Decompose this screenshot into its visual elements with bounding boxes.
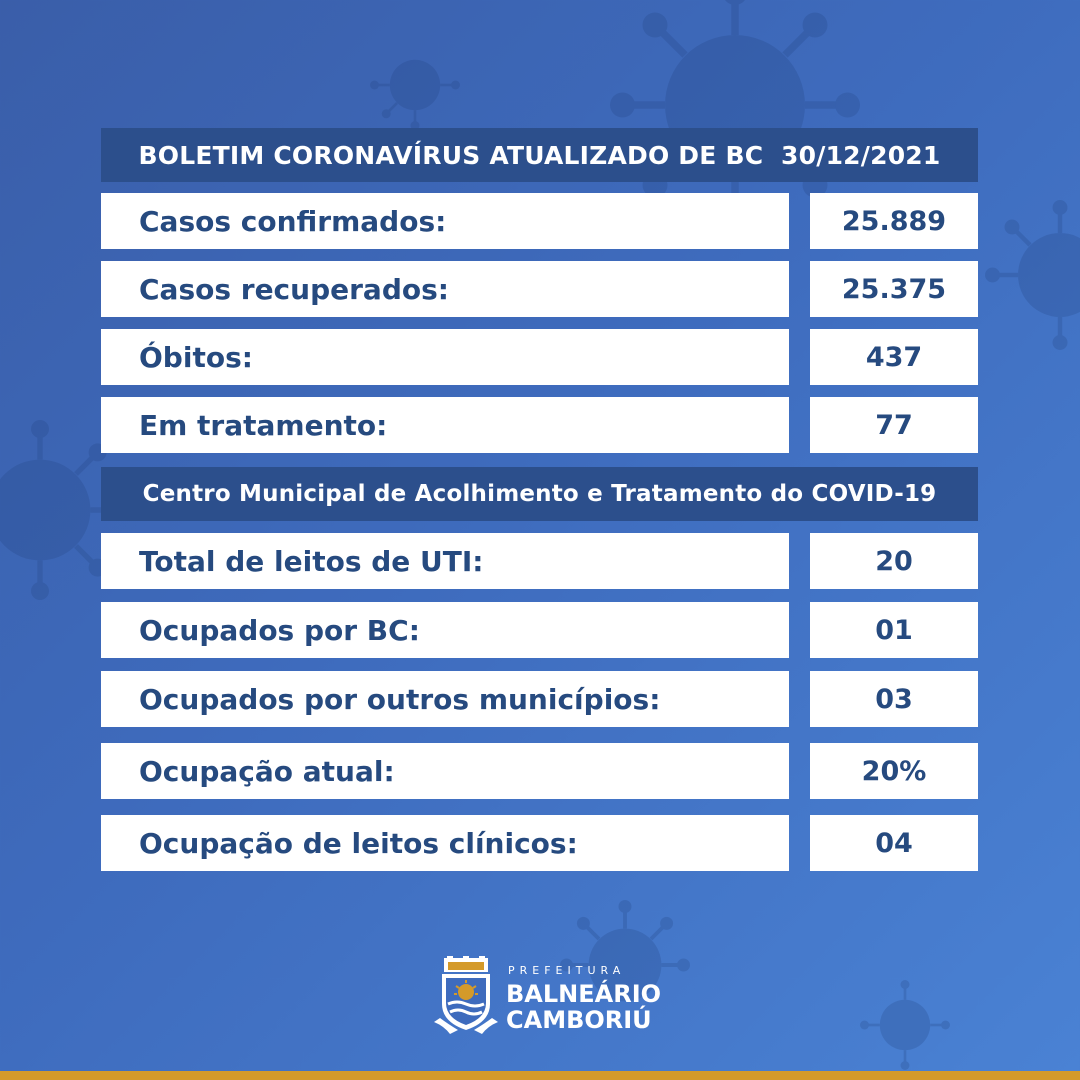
bulletin-title: [101, 128, 978, 182]
row-value: 03: [810, 671, 978, 727]
table-row: [101, 193, 978, 249]
row-label: Em tratamento:: [101, 397, 789, 453]
row-label: Casos confirmados:: [101, 193, 789, 249]
row-value: 437: [810, 329, 978, 385]
row-value: 25.375: [810, 261, 978, 317]
virus-icon: [860, 980, 950, 1070]
center-title: [101, 467, 978, 521]
virus-icon: [370, 40, 460, 130]
table-row: [101, 671, 978, 727]
row-value: 20: [810, 533, 978, 589]
center-title-text: Centro Municipal de Acolhimento e Tratamento do COVID-19: [142, 481, 937, 507]
row-label: Ocupação de leitos clínicos:: [101, 815, 789, 871]
logo-city-line2: CAMBORIÚ: [506, 1006, 652, 1034]
row-label: Óbitos:: [101, 329, 789, 385]
virus-icon: [985, 200, 1080, 350]
row-value: 04: [810, 815, 978, 871]
row-value: 20%: [810, 743, 978, 799]
row-label: Casos recuperados:: [101, 261, 789, 317]
table-row: [101, 602, 978, 658]
row-value: 25.889: [810, 193, 978, 249]
city-logo: [434, 956, 662, 1038]
table-row: [101, 261, 978, 317]
row-label: Total de leitos de UTI:: [101, 533, 789, 589]
bottom-accent-bar: [0, 1071, 1080, 1080]
logo-city-line1: BALNEÁRIO: [506, 980, 662, 1008]
row-value: 01: [810, 602, 978, 658]
table-row: [101, 329, 978, 385]
logo-prefeitura: PREFEITURA: [508, 964, 626, 977]
row-value: 77: [810, 397, 978, 453]
table-row: [101, 743, 978, 799]
table-row: [101, 533, 978, 589]
city-crest-icon: [434, 956, 498, 1038]
row-label: Ocupação atual:: [101, 743, 789, 799]
row-label: Ocupados por outros municípios:: [101, 671, 789, 727]
table-row: [101, 397, 978, 453]
row-label: Ocupados por BC:: [101, 602, 789, 658]
bulletin-title-text: BOLETIM CORONAVÍRUS ATUALIZADO DE BC 30/12/2021: [138, 140, 941, 170]
table-row: [101, 815, 978, 871]
